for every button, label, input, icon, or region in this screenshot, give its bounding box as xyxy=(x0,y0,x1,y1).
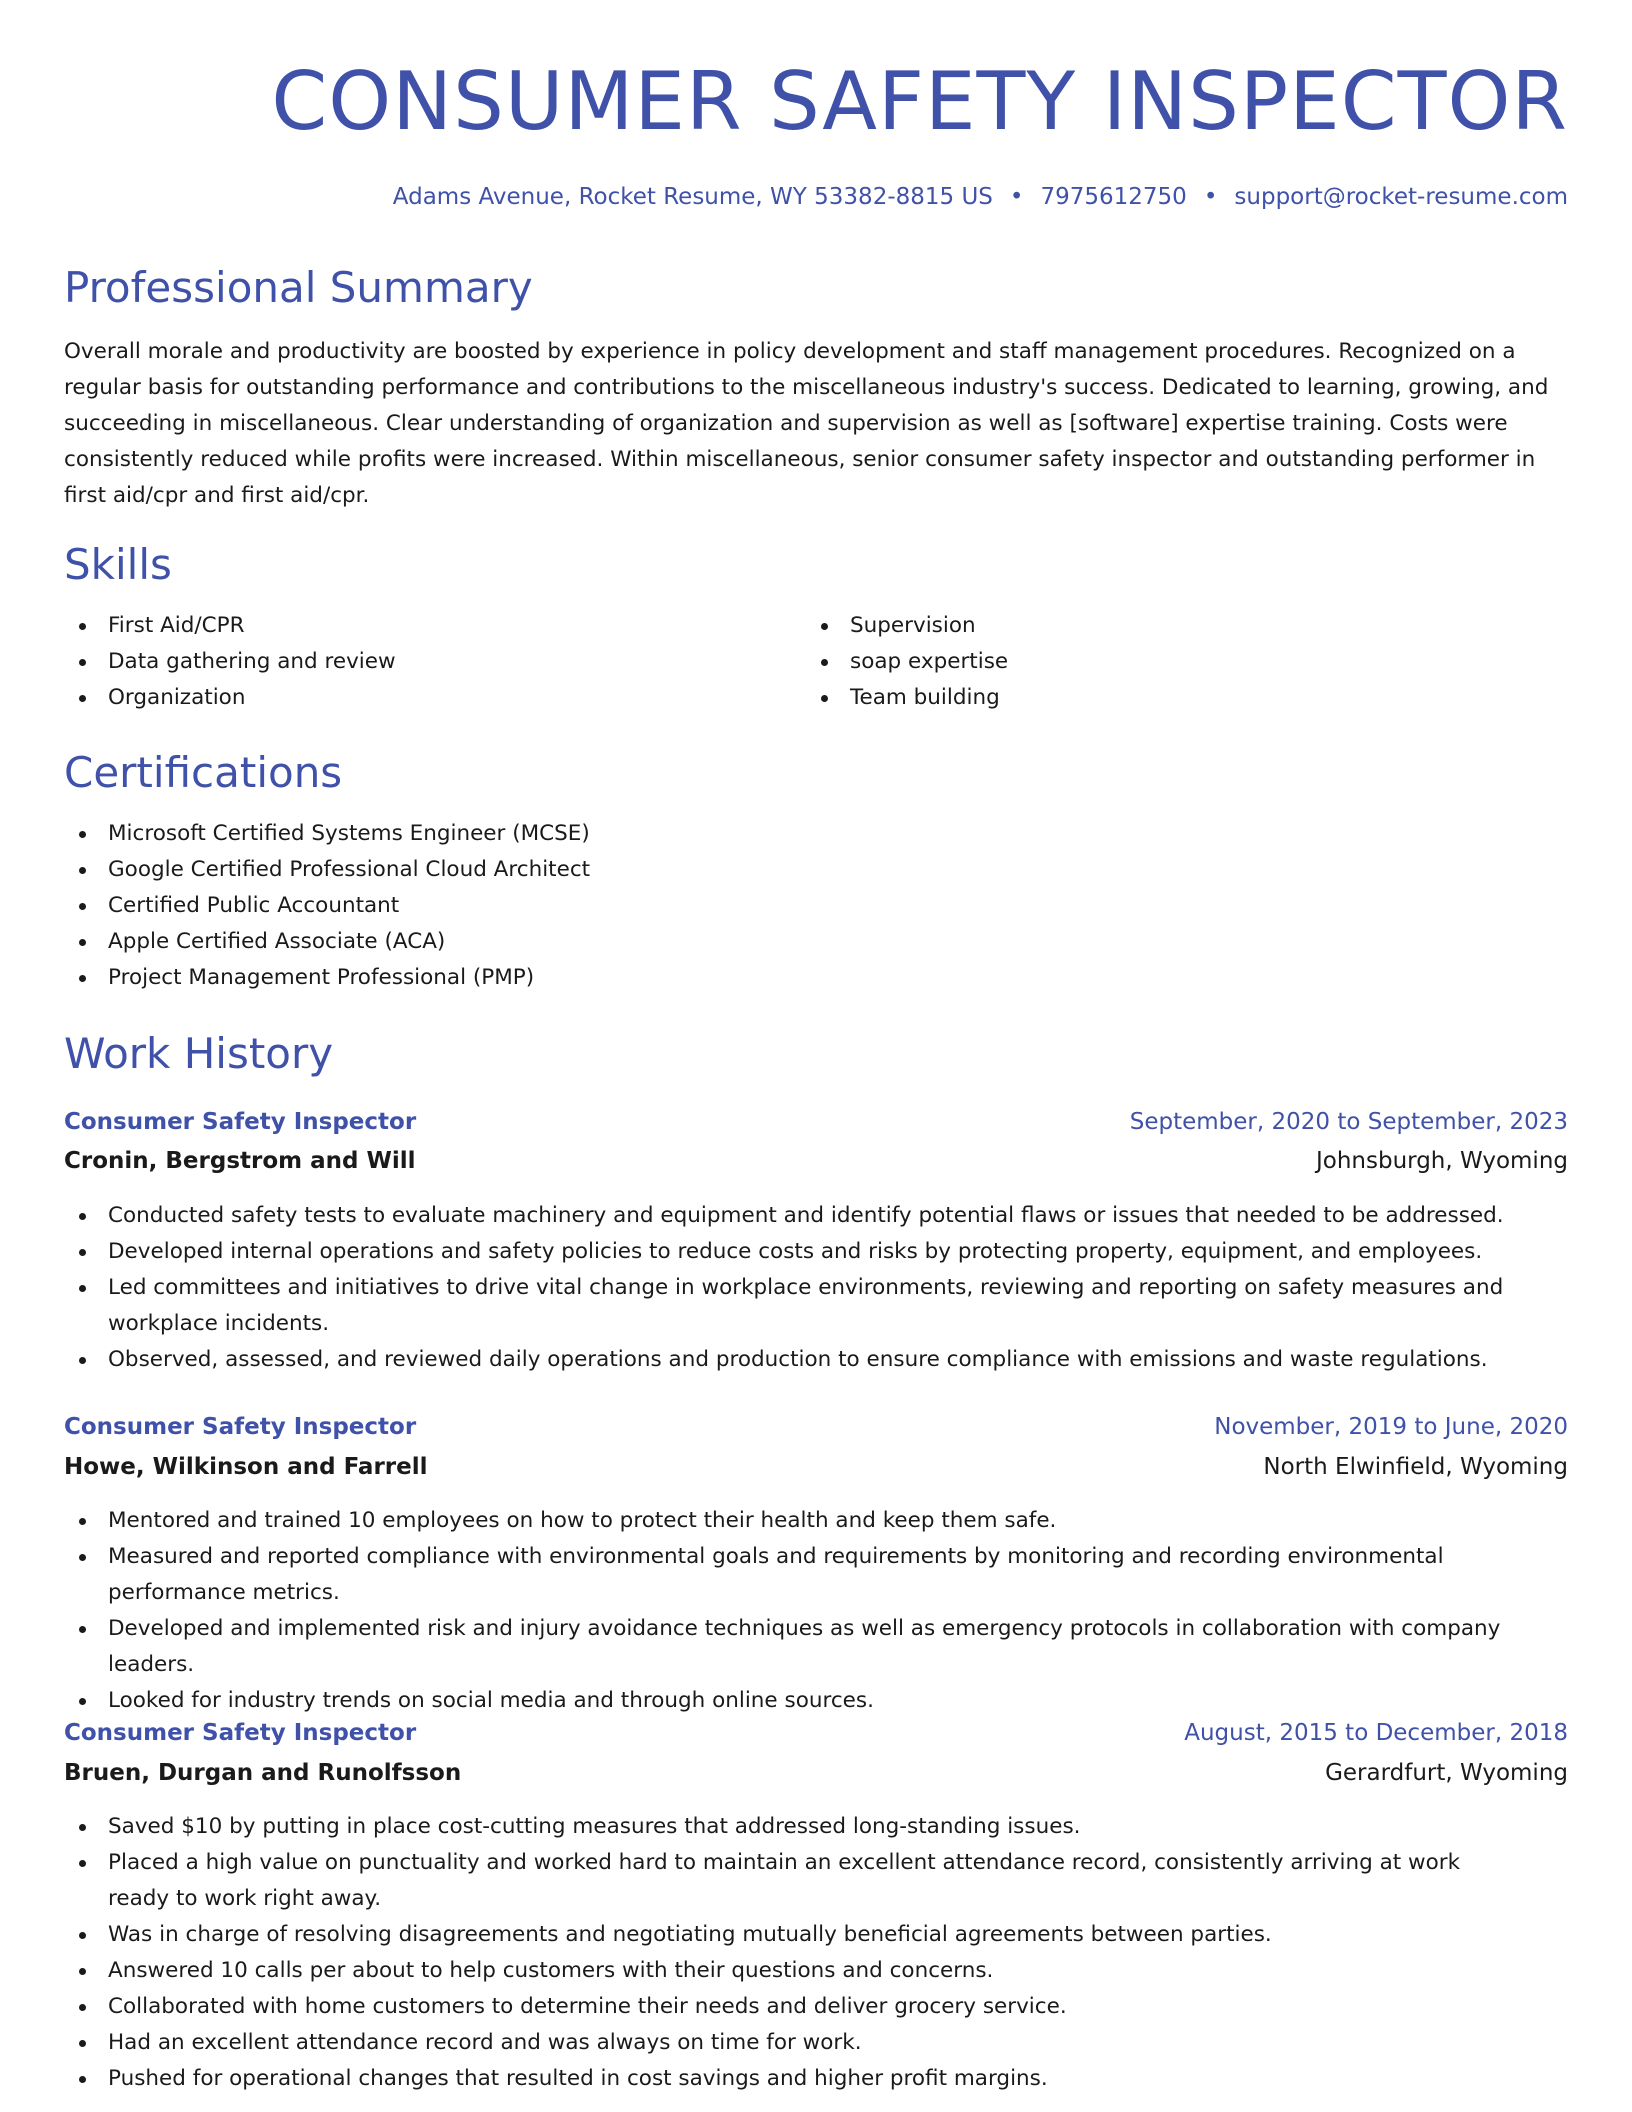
skills-list-left xyxy=(64,608,784,716)
job-bullets xyxy=(64,1198,1568,1378)
job-bullet: Pushed for operational changes that resulted in cost savings and higher profit margins. xyxy=(64,2061,1568,2097)
job-bullet: Developed and implemented risk and injury avoidance techniques as well as emergency protocols in collaboration with company leaders. xyxy=(64,1611,1568,1683)
skills-list-right xyxy=(806,608,1526,716)
skill-item: Team building xyxy=(806,680,1526,716)
job-bullet: Measured and reported compliance with environmental goals and requirements by monitoring and recording environmental performance metrics. xyxy=(64,1539,1568,1611)
certifications-list xyxy=(64,816,1568,996)
job-bullet: Saved $10 by putting in place cost-cutting measures that addressed long-standing issues. xyxy=(64,1809,1568,1845)
job-bullet: Looked for industry trends on social media and through online sources. xyxy=(64,1683,1568,1719)
job-company: Cronin, Bergstrom and Will xyxy=(64,1148,416,1174)
job-bullets xyxy=(64,1503,1568,1719)
page-title: CONSUMER SAFETY INSPECTOR xyxy=(271,55,1568,148)
certification-item: Project Management Professional (PMP) xyxy=(64,960,1568,996)
job-company: Howe, Wilkinson and Farrell xyxy=(64,1454,428,1480)
certification-item: Apple Certified Associate (ACA) xyxy=(64,924,1568,960)
contact-separator: • xyxy=(1009,184,1024,210)
contact-line xyxy=(393,180,1568,214)
job-location: North Elwinfield, Wyoming xyxy=(1263,1454,1568,1480)
job-dates: August, 2015 to December, 2018 xyxy=(1184,1720,1568,1746)
job-dates: September, 2020 to September, 2023 xyxy=(1129,1109,1568,1135)
skills-heading: Skills xyxy=(64,540,172,589)
skill-item: Supervision xyxy=(806,608,1526,644)
job-bullet: Led committees and initiatives to drive vital change in workplace environments, reviewing and reporting on safety measures and workplace incidents. xyxy=(64,1270,1568,1342)
summary-heading: Professional Summary xyxy=(64,263,533,312)
certifications-heading: Certifications xyxy=(64,748,343,797)
job-title: Consumer Safety Inspector xyxy=(64,1109,417,1135)
job-bullet: Placed a high value on punctuality and worked hard to maintain an excellent attendance record, consistently arriving at work ready to work right away. xyxy=(64,1845,1568,1917)
job-location: Johnsburgh, Wyoming xyxy=(1315,1148,1568,1174)
contact-email: support@rocket-resume.com xyxy=(1234,184,1568,210)
job-location: Gerardfurt, Wyoming xyxy=(1325,1760,1568,1786)
certification-item: Certified Public Accountant xyxy=(64,888,1568,924)
job-dates: November, 2019 to June, 2020 xyxy=(1214,1414,1568,1440)
work-history-heading: Work History xyxy=(64,1029,334,1078)
contact-separator: • xyxy=(1203,184,1218,210)
job-bullet: Conducted safety tests to evaluate machinery and equipment and identify potential flaws or issues that needed to be addressed. xyxy=(64,1198,1568,1234)
skill-item: Organization xyxy=(64,680,784,716)
skill-item: First Aid/CPR xyxy=(64,608,784,644)
skill-item: Data gathering and review xyxy=(64,644,784,680)
job-title: Consumer Safety Inspector xyxy=(64,1414,417,1440)
certification-item: Google Certified Professional Cloud Architect xyxy=(64,852,1568,888)
job-bullet: Mentored and trained 10 employees on how to protect their health and keep them safe. xyxy=(64,1503,1568,1539)
job-bullet: Collaborated with home customers to determine their needs and deliver grocery service. xyxy=(64,1989,1568,2025)
certification-item: Microsoft Certified Systems Engineer (MCSE) xyxy=(64,816,1568,852)
contact-phone: 7975612750 xyxy=(1040,184,1187,210)
summary-text: Overall morale and productivity are boosted by experience in policy development and staff management procedures. Recognized on a regular basis for outstanding performance and contributions to the miscellaneous industry's success. Dedicated to learning, growing, and succeeding in miscellaneous. Clear understanding of organization and supervision as well as [software] expertise training. Costs were consistently reduced while profits were increased. Within miscellaneous, senior consumer safety inspector and outstanding performer in first aid/cpr and first aid/cpr. xyxy=(64,339,1549,508)
job-bullet: Answered 10 calls per about to help customers with their questions and concerns. xyxy=(64,1953,1568,1989)
job-bullet: Observed, assessed, and reviewed daily operations and production to ensure compliance with emissions and waste regulations. xyxy=(64,1342,1568,1378)
job-title: Consumer Safety Inspector xyxy=(64,1720,417,1746)
job-bullet: Developed internal operations and safety policies to reduce costs and risks by protecting property, equipment, and employees. xyxy=(64,1234,1568,1270)
job-company: Bruen, Durgan and Runolfsson xyxy=(64,1760,462,1786)
job-bullet: Had an excellent attendance record and was always on time for work. xyxy=(64,2025,1568,2061)
contact-address: Adams Avenue, Rocket Resume, WY 53382-8815 US xyxy=(392,184,993,210)
job-bullets xyxy=(64,1809,1568,2097)
job-bullet: Was in charge of resolving disagreements and negotiating mutually beneficial agreements between parties. xyxy=(64,1917,1568,1953)
skill-item: soap expertise xyxy=(806,644,1526,680)
